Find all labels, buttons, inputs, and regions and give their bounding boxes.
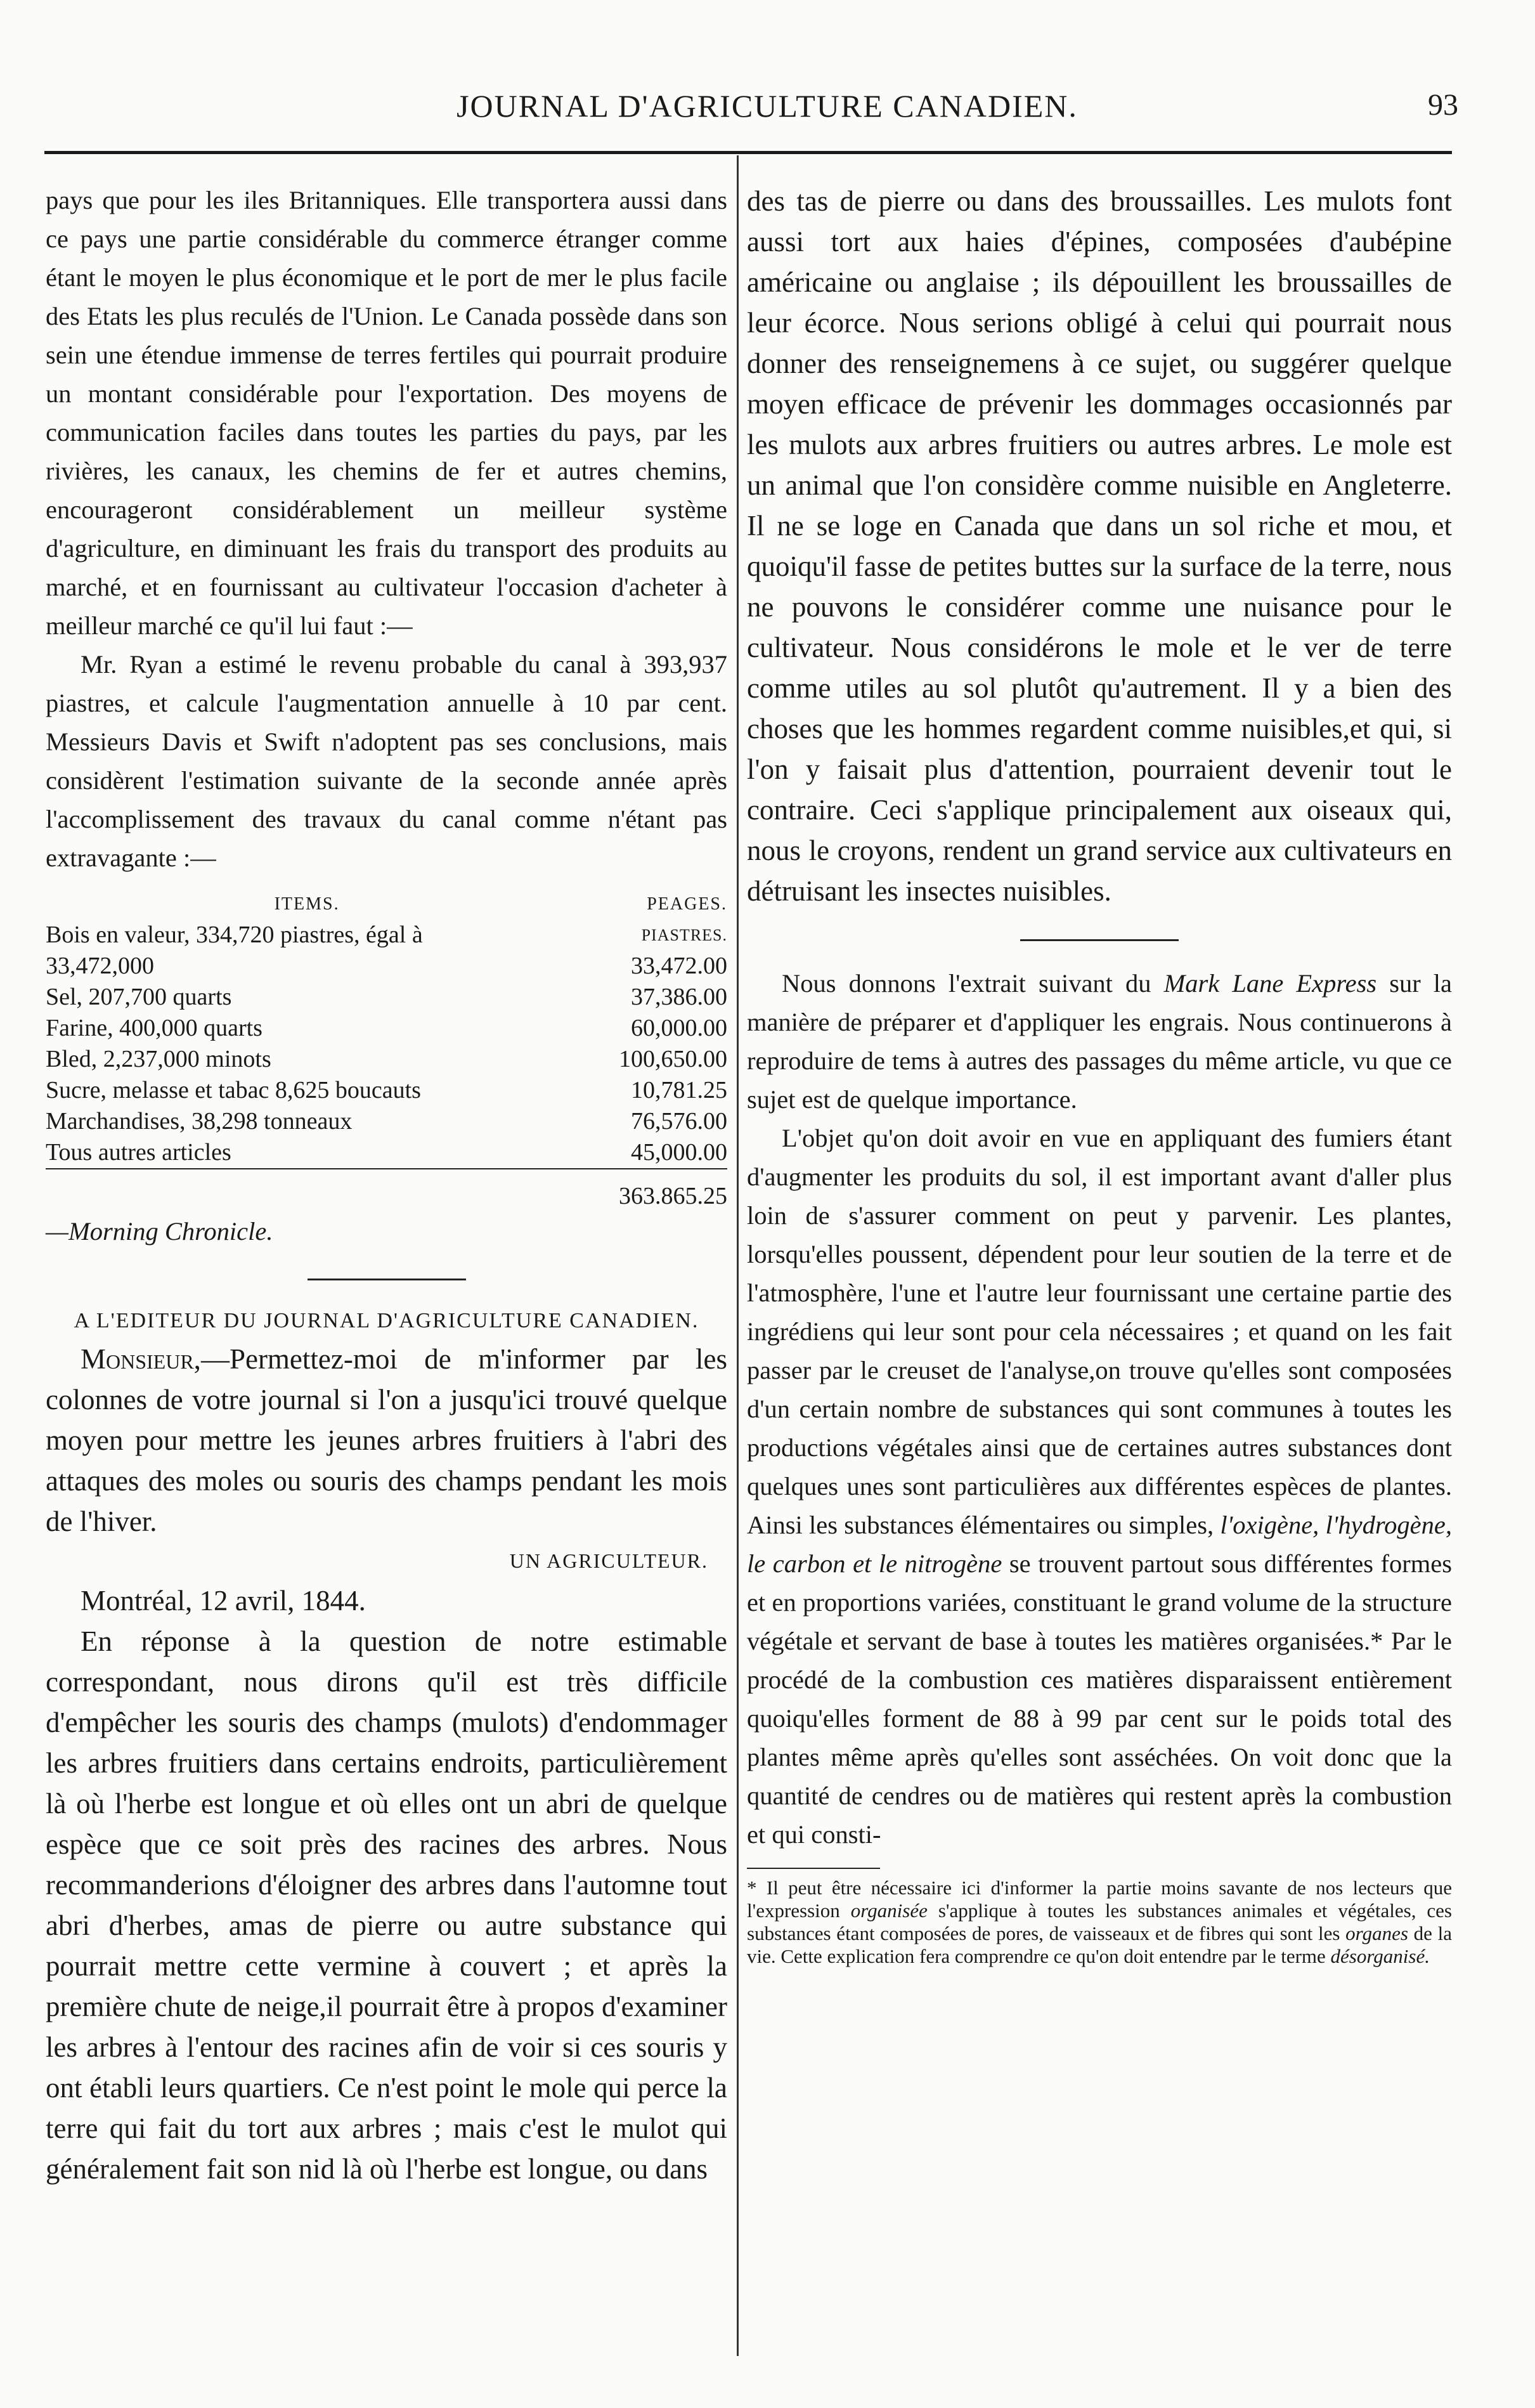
page-header bbox=[38, 76, 1496, 133]
publication-title: Mark Lane Express bbox=[1163, 969, 1377, 998]
table-row bbox=[46, 1013, 727, 1044]
row-amount: 60,000.00 bbox=[631, 1015, 727, 1041]
page-number: 93 bbox=[1428, 88, 1458, 122]
column-divider bbox=[737, 155, 739, 2356]
row-item: Bled, 2,237,000 minots bbox=[46, 1046, 271, 1072]
letter-body bbox=[46, 1339, 727, 1542]
table-row bbox=[46, 1075, 727, 1106]
journal-title: JOURNAL D'AGRICULTURE CANADIEN. bbox=[457, 88, 1078, 124]
dateline: Montréal, 12 avril, 1844. bbox=[81, 1585, 366, 1617]
row-item: Tous autres articles bbox=[46, 1139, 231, 1166]
row-item: Sel, 207,700 quarts bbox=[46, 984, 232, 1010]
table-header-items: ITEMS. bbox=[274, 894, 340, 914]
canal-paragraph-2: Mr. Ryan a estimé le revenu probable du canal à 393,937 piastres, et calcule l'augmentation annuelle à 10 par cent. Messieurs Davis et Swift n'adoptent pas ses conclusions, mais considèrent l'estimation suivante de la seconde année après l'accomplissement des travaux du canal comme n'étant pas extravagante :— bbox=[46, 650, 727, 872]
table-row bbox=[46, 1106, 727, 1137]
row-amount: 37,386.00 bbox=[631, 984, 727, 1010]
header-rule bbox=[44, 151, 1452, 154]
letter-text: —Permettez-moi de m'informer par les colonnes de votre journal si l'on a jusqu'ici trouvé quelque moyen pour mettre les jeunes arbres fruitiers à l'abri des attaques des moles ou souris des champs pendant les mois de l'hiver. bbox=[46, 1343, 727, 1537]
right-column bbox=[747, 181, 1452, 1968]
table-row bbox=[46, 1137, 727, 1169]
row-item: Bois en valeur, 334,720 piastres, égal à bbox=[46, 921, 423, 948]
reply-paragraph: En réponse à la question de notre estimable correspondant, nous dirons qu'il est très difficile d'empêcher les souris des champs (mulots) d'endommager les arbres fruitiers dans certains endroits, particulièrement là où l'herbe est longue et où elles ont un abri de quelque espèce que ce soit près des racines des arbres. Nous recommanderions d'éloigner des arbres dans l'automne tout abri d'herbes, amas de pierre ou autre substance qui pourrait mettre cette vermine à couvert ; et après la première chute de neige,il pourrait être à propos d'examiner les arbres à l'entour des racines afin de voir si ces souris y ont établi leurs quartiers. Ce n'est point le mole qui perce la terre qui fait du tort aux arbres ; mais c'est le mulot qui généralement fait son nid là où l'herbe est longue, ou dans bbox=[46, 1625, 727, 2185]
row-item: Farine, 400,000 quarts bbox=[46, 1015, 262, 1041]
row-item: Marchandises, 38,298 tonneaux bbox=[46, 1108, 353, 1135]
letter-salutation: Monsieur, bbox=[81, 1343, 201, 1375]
table-row bbox=[46, 951, 727, 982]
row-item: 33,472,000 bbox=[46, 953, 154, 979]
row-amount: 45,000.00 bbox=[631, 1139, 727, 1166]
elements-list: l'oxigène, l'hydrogène, le carbon et le nitrogène bbox=[747, 1511, 1452, 1578]
row-unit: PIASTRES. bbox=[641, 926, 727, 944]
letter-heading: A L'EDITEUR DU JOURNAL D'AGRICULTURE CANADIEN. bbox=[74, 1309, 699, 1332]
row-amount: 76,576.00 bbox=[631, 1108, 727, 1135]
left-column bbox=[46, 181, 727, 2189]
row-amount: 100,650.00 bbox=[619, 1046, 727, 1072]
table-total-row bbox=[46, 1169, 727, 1212]
footnote: * Il peut être nécessaire ici d'informer la partie moins savante de nos lecteurs que l'expression organisée s'applique à toutes les substances animales et végétales, ces substances étant composées de pores, de vaisseaux et de fibres qui sont les organes de la vie. Cette explication fera comprendre ce qu'on doit entendre par le terme désorganisé. bbox=[747, 1877, 1453, 1967]
table-row bbox=[46, 982, 727, 1013]
section-separator bbox=[308, 1279, 466, 1280]
row-amount: 33,472.00 bbox=[631, 953, 727, 979]
source-credit: —Morning Chronicle. bbox=[46, 1217, 273, 1246]
footnote-rule bbox=[747, 1868, 880, 1869]
table-row bbox=[46, 1044, 727, 1075]
moles-paragraph: des tas de pierre ou dans des broussailles. Les mulots font aussi tort aux haies d'épines, composées d'aubépine américaine ou anglaise ; ils dépouillent les broussailles de leur écorce. Nous serions obligé à celui qui pourrait nous donner des renseignemens à ce sujet, ou suggérer quelque moyen efficace de prévenir les dommages occasionnés par les mulots aux arbres fruitiers ou autres arbres. Le mole est un animal que l'on considère comme nuisible en Angleterre. Il ne se loge en Canada que dans un sol riche et mou, et quoiqu'il fasse de petites buttes sur la surface de la terre, nous ne pouvons le considérer comme une nuisance pour le cultivateur. Nous considérons le mole et le ver de terre comme utiles au sol plutôt qu'autrement. Il y a bien des choses que les hommes regardent comme nuisibles,et qui, si l'on y faisait plus d'attention, pourraient devenir tout le contraire. Ceci s'applique principalement aux oiseaux qui, nous le croyons, rendent un grand service aux cultivateurs en détruisant les insectes nuisibles. bbox=[747, 185, 1452, 907]
tolls-table bbox=[46, 888, 727, 1212]
extract-intro: Nous donnons l'extrait suivant du Mark Lane Express sur la manière de préparer et d'appliquer les engrais. Nous continuerons à reproduire de tems à autres des passages du même article, vu que ce sujet est de quelque importance. bbox=[747, 969, 1452, 1114]
section-separator bbox=[1020, 939, 1179, 941]
row-amount: 10,781.25 bbox=[631, 1077, 727, 1103]
table-header-peages: PEAGES. bbox=[647, 894, 727, 914]
manure-paragraph: L'objet qu'on doit avoir en vue en appliquant des fumiers étant d'augmenter les produits du sol, il est important avant d'aller plus loin de s'assurer comment on peut y parvenir. Les plantes, lorsqu'elles poussent, dépendent pour leur soutien de la terre et de l'atmosphère, l'une et l'autre leur fournissant une certaine partie des ingrédiens qui leur sont pour cela nécessaires ; et quand on les fait passer par le creuset de l'analyse,on trouve qu'elles sont composées d'un certain nombre de substances qui sont communes à toutes les productions végétales ainsi que de certaines autres substances dont quelques unes sont particulières aux différentes espèces de plantes. Ainsi les substances élémentaires ou simples, l'oxigène, l'hydrogène, le carbon et le nitrogène se trouvent partout sous différentes formes et en proportions variées, constituant le grand volume de la structure végétale et servant de base à toutes les matières organisées.* Par le procédé de la combustion ces matières disparaissent entièrement quoiqu'elles forment de 88 à 99 par cent sur le poids total des plantes même après qu'elles sont asséchées. On voit donc que la quantité de cendres ou de matières qui restent après la combustion et qui consti- bbox=[747, 1124, 1453, 1849]
table-total: 363.865.25 bbox=[568, 1169, 727, 1212]
table-row bbox=[46, 920, 727, 951]
canal-paragraph-1: pays que pour les iles Britanniques. Elle transportera aussi dans ce pays une partie considérable du commerce étranger comme étant le moyen le plus économique et le port de mer le plus facile des Etats les plus reculés de l'Union. Le Canada possède dans son sein une étendue immense de terres fertiles qui pourrait produire un montant considérable pour l'exportation. Des moyens de communication faciles dans toutes les parties du pays, par les rivières, les canaux, les chemins de fer et autres chemins, encourageront considérablement un meilleur système d'agriculture, en diminuant les frais du transport des produits au marché, et en fournissant au cultivateur l'occasion d'acheter à meilleur marché ce qu'il lui faut :— bbox=[46, 186, 727, 640]
letter-signature: UN AGRICULTEUR. bbox=[509, 1549, 708, 1572]
row-item: Sucre, melasse et tabac 8,625 boucauts bbox=[46, 1077, 421, 1103]
